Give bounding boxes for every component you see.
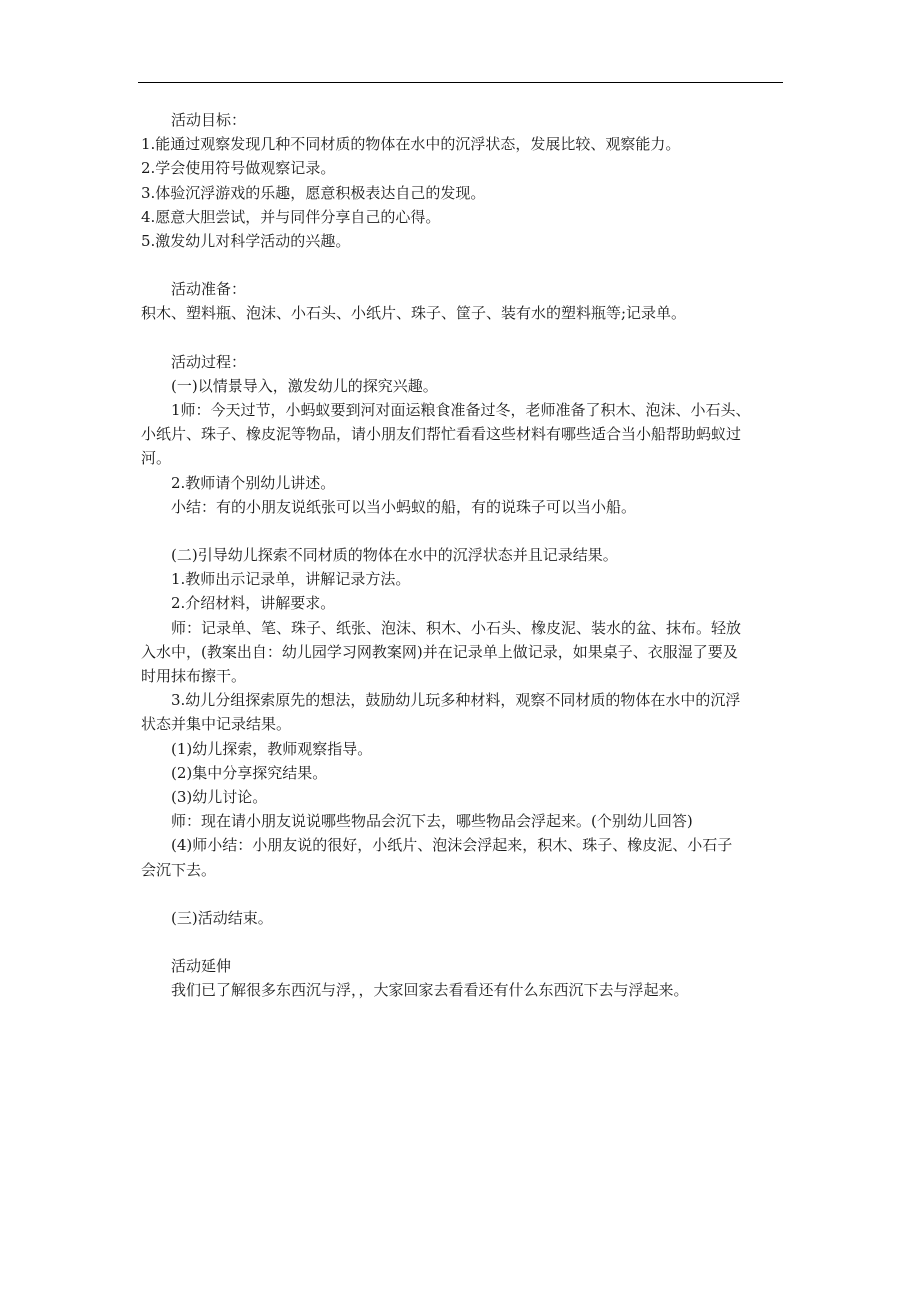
- section-heading-part-three: (三)活动结束。: [171, 908, 273, 927]
- section-gap: [141, 519, 786, 543]
- goal-item: 3.体验沉浮游戏的乐趣，愿意积极表达自己的发现。: [141, 183, 486, 202]
- goal-item: 1.能通过观察发现几种不同材质的物体在水中的沉浮状态，发展比较、观察能力。: [141, 135, 681, 154]
- section-gap: [141, 253, 786, 277]
- document-body: [141, 108, 786, 1003]
- part-two-line: (4)师小结：小朋友说的很好，小纸片、泡沫会浮起来，积木、珠子、橡皮泥、小石子: [171, 836, 733, 855]
- part-two-line: (2)集中分享探究结果。: [171, 763, 328, 782]
- process-line: 小结：有的小朋友说纸张可以当小蚂蚁的船，有的说珠子可以当小船。: [171, 497, 637, 516]
- section-heading-part-two: (二)引导幼儿探索不同材质的物体在水中的沉浮状态并且记录结果。: [171, 546, 618, 565]
- part-two-line: 入水中，(教案出自：幼儿园学习网教案网)并在记录单上做记录，如果桌子、衣服湿了要及: [141, 642, 738, 661]
- process-line: 2.教师请个别幼儿讲述。: [171, 473, 336, 492]
- part-two-line: 师：现在请小朋友说说哪些物品会沉下去，哪些物品会浮起来。(个别幼儿回答): [171, 812, 693, 831]
- section-heading-extension: 活动延伸: [171, 957, 232, 976]
- section-heading-goals: 活动目标：: [171, 111, 247, 129]
- header-rule: [138, 82, 783, 83]
- preparation-text: 积木、塑料瓶、泡沫、小石头、小纸片、珠子、筐子、装有水的塑料瓶等;记录单。: [141, 304, 687, 323]
- part-two-line: 师：记录单、笔、珠子、纸张、泡沫、积木、小石头、橡皮泥、装水的盆、抹布。轻放: [171, 618, 742, 637]
- goal-item: 5.激发幼儿对科学活动的兴趣。: [141, 232, 351, 251]
- part-two-line: 时用抹布擦干。: [141, 667, 247, 686]
- part-two-line: 3.幼儿分组探索原先的想法，鼓励幼儿玩多种材料，观察不同材质的物体在水中的沉浮: [171, 691, 741, 710]
- goal-item: 2.学会使用符号做观察记录。: [141, 159, 336, 178]
- process-line: 小纸片、珠子、橡皮泥等物品，请小朋友们帮忙看看这些材料有哪些适合当小船帮助蚂蚁过: [141, 425, 742, 444]
- process-line: 河。: [141, 449, 172, 468]
- section-gap: [141, 326, 786, 350]
- part-two-line: 2.介绍材料，讲解要求。: [171, 594, 336, 613]
- section-gap: [141, 882, 786, 906]
- process-line: 1师：今天过节，小蚂蚁要到河对面运粮食准备过冬，老师准备了积木、泡沫、小石头、: [171, 401, 751, 420]
- section-gap: [141, 930, 786, 954]
- section-heading-process: 活动过程：: [171, 352, 247, 371]
- goal-item: 4.愿意大胆尝试，并与同伴分享自己的心得。: [141, 207, 441, 226]
- process-line: (一)以情景导入，激发幼儿的探究兴趣。: [171, 376, 438, 395]
- part-two-line: 会沉下去。: [141, 860, 217, 879]
- extension-text: 我们已了解很多东西沉与浮，，大家回家去看看还有什么东西沉下去与浮起来。: [171, 981, 689, 1000]
- part-two-line: (3)幼儿讨论。: [171, 788, 268, 807]
- part-two-line: 状态并集中记录结果。: [141, 715, 292, 734]
- part-two-line: (1)幼儿探索，教师观察指导。: [171, 739, 373, 758]
- section-heading-preparation: 活动准备：: [171, 280, 247, 299]
- part-two-line: 1.教师出示记录单，讲解记录方法。: [171, 570, 411, 589]
